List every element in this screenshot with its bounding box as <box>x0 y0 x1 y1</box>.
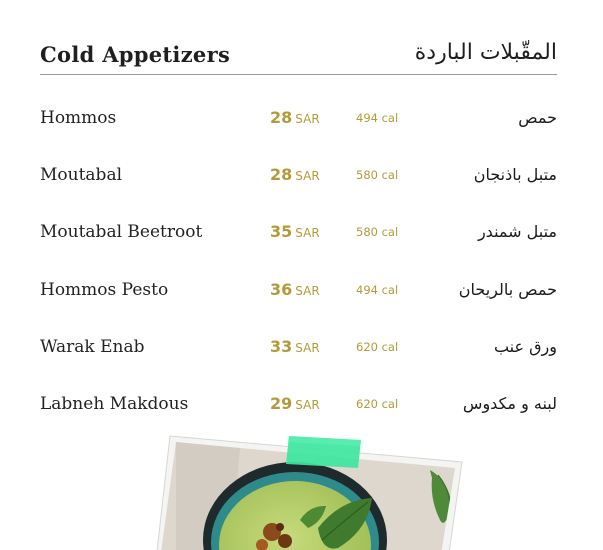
item-calories: 494 cal <box>356 111 399 125</box>
item-calories: 580 cal <box>356 225 399 239</box>
menu-item[interactable] <box>40 337 557 361</box>
price-currency: SAR <box>295 284 320 298</box>
price-value: 36 <box>270 280 293 299</box>
item-name-ar: متبل باذنجان <box>473 165 557 184</box>
item-price <box>270 280 320 299</box>
photo-frame <box>156 436 462 550</box>
menu-item[interactable] <box>40 280 557 304</box>
item-name-en: Moutabal Beetroot <box>40 222 203 242</box>
item-price <box>270 222 320 241</box>
price-value: 35 <box>270 222 293 241</box>
tape <box>286 436 361 468</box>
price-value: 29 <box>270 394 293 413</box>
item-name-ar: ورق عنب <box>493 337 557 356</box>
menu-item[interactable] <box>40 394 557 418</box>
price-value: 33 <box>270 337 293 356</box>
item-name-ar: حمص بالريحان <box>458 280 557 299</box>
puree <box>219 481 371 550</box>
price-currency: SAR <box>295 341 320 355</box>
item-price <box>270 165 320 184</box>
price-currency: SAR <box>295 226 320 240</box>
item-name-ar: متبل شمندر <box>477 222 557 241</box>
menu-item[interactable] <box>40 108 557 132</box>
photo-background <box>150 430 470 550</box>
item-name-en: Labneh Makdous <box>40 394 189 414</box>
item-price <box>270 394 320 413</box>
section-title-ar: المقّبلات الباردة <box>414 40 557 65</box>
item-calories: 494 cal <box>356 283 399 297</box>
basil-leaf-icon <box>318 498 372 549</box>
item-name-en: Moutabal <box>40 165 123 185</box>
leaf-icon <box>430 470 452 523</box>
price-value: 28 <box>270 165 293 184</box>
item-calories: 580 cal <box>356 168 399 182</box>
item-name-en: Warak Enab <box>40 337 145 357</box>
menu-item[interactable] <box>40 222 557 246</box>
price-currency: SAR <box>295 112 320 126</box>
section-header <box>40 38 557 75</box>
item-name-en: Hommos <box>40 108 117 128</box>
section-title-en: Cold Appetizers <box>40 42 231 67</box>
bowl <box>203 462 387 550</box>
item-name-ar: لبنه و مكدوس <box>462 394 557 413</box>
item-price <box>270 337 320 356</box>
item-calories: 620 cal <box>356 340 399 354</box>
item-name-ar: حمص <box>518 108 557 127</box>
item-name-en: Hommos Pesto <box>40 280 169 300</box>
item-calories: 620 cal <box>356 397 399 411</box>
price-currency: SAR <box>295 398 320 412</box>
price-value: 28 <box>270 108 293 127</box>
price-currency: SAR <box>295 169 320 183</box>
item-price <box>270 108 320 127</box>
menu-item[interactable] <box>40 165 557 189</box>
